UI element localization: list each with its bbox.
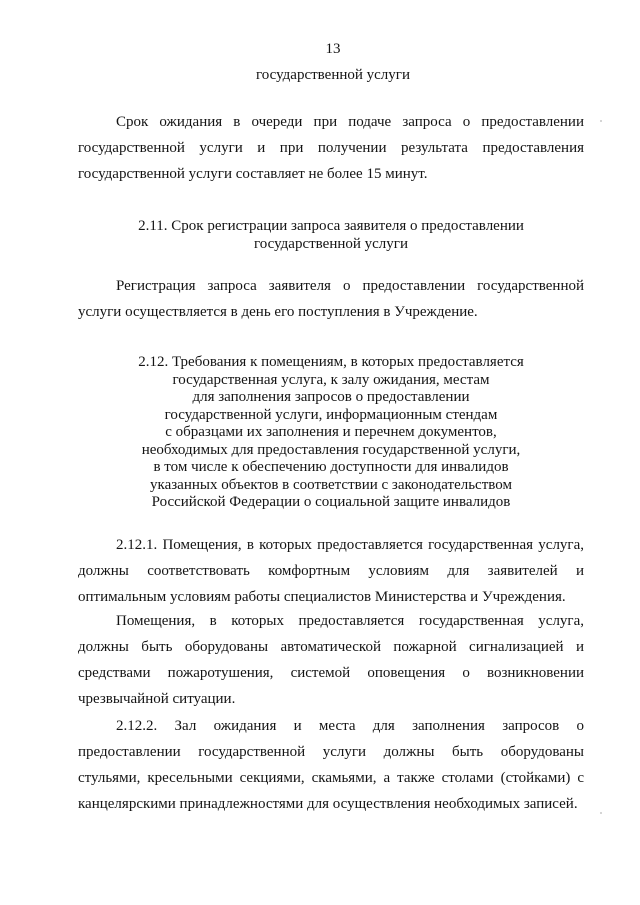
section-heading-2-12 xyxy=(78,354,584,512)
heading-line: в том числе к обеспечению доступности для инвалидов xyxy=(153,459,509,475)
text-line: должны быть оборудованы автоматической пожарной сигнализацией и xyxy=(78,639,584,655)
heading-line: государственной услуги, информационным стендам xyxy=(164,406,498,423)
heading-continuation: государственной услуги xyxy=(256,67,410,83)
heading-line: 2.12. Требования к помещениям, в которых предоставляется xyxy=(138,354,524,370)
text-line: предоставлении государственной услуги должны быть оборудованы xyxy=(78,744,584,760)
text-line: канцелярскими принадлежностями для осуществления необходимых записей. xyxy=(78,796,578,812)
text-line: 2.12.1. Помещения, в которых предоставляется государственная услуга, xyxy=(116,537,584,553)
heading-line: государственной услуги xyxy=(254,235,408,252)
heading-line: для заполнения запросов о предоставлении xyxy=(192,389,470,405)
scan-speck xyxy=(600,120,602,122)
text-line: 2.12.2. Зал ожидания и места для заполнения запросов о xyxy=(116,718,584,734)
heading-line: Российской Федерации о социальной защите инвалидов xyxy=(151,494,511,510)
text-line: стульями, кресельными секциями, скамьями, а также столами (стойками) с xyxy=(78,770,584,786)
text-line: оптимальным условиям работы специалистов Министерства и Учреждения. xyxy=(78,589,566,605)
heading-line: с образцами их заполнения и перечнем документов, xyxy=(165,424,497,440)
heading-line: необходимых для предоставления государственной услуги, xyxy=(141,441,521,458)
paragraph-premises xyxy=(78,608,584,712)
paragraph-2-12-1 xyxy=(78,532,584,610)
text-line: государственной услуги и при получении результата предоставления xyxy=(78,140,584,156)
text-line: Регистрация запроса заявителя о предоставлении государственной xyxy=(116,278,584,294)
heading-line: государственная услуга, к залу ожидания, местам xyxy=(172,371,490,388)
scan-speck xyxy=(600,812,602,814)
text-line: Срок ожидания в очереди при подаче запроса о предоставлении xyxy=(116,114,584,130)
page-number: 13 xyxy=(325,41,341,57)
heading-line: указанных объектов в соответствии с законодательством xyxy=(150,476,512,493)
text-line: средствами пожаротушения, системой оповещения о возникновении xyxy=(78,665,584,681)
paragraph-2-12-2 xyxy=(78,713,584,817)
text-line: государственной услуги составляет не более 15 минут. xyxy=(78,166,428,182)
text-line: Помещения, в которых предоставляется государственная услуга, xyxy=(116,613,584,629)
paragraph-waiting-time xyxy=(78,109,584,187)
text-line: услуги осуществляется в день его поступления в Учреждение. xyxy=(78,304,478,320)
text-line: чрезвычайной ситуации. xyxy=(78,691,236,707)
section-heading-2-11 xyxy=(78,218,584,253)
text-line: должны соответствовать комфортным условиям для заявителей и xyxy=(78,563,584,579)
heading-line: 2.11. Срок регистрации запроса заявителя о предоставлении xyxy=(138,218,524,234)
paragraph-registration xyxy=(78,273,584,325)
